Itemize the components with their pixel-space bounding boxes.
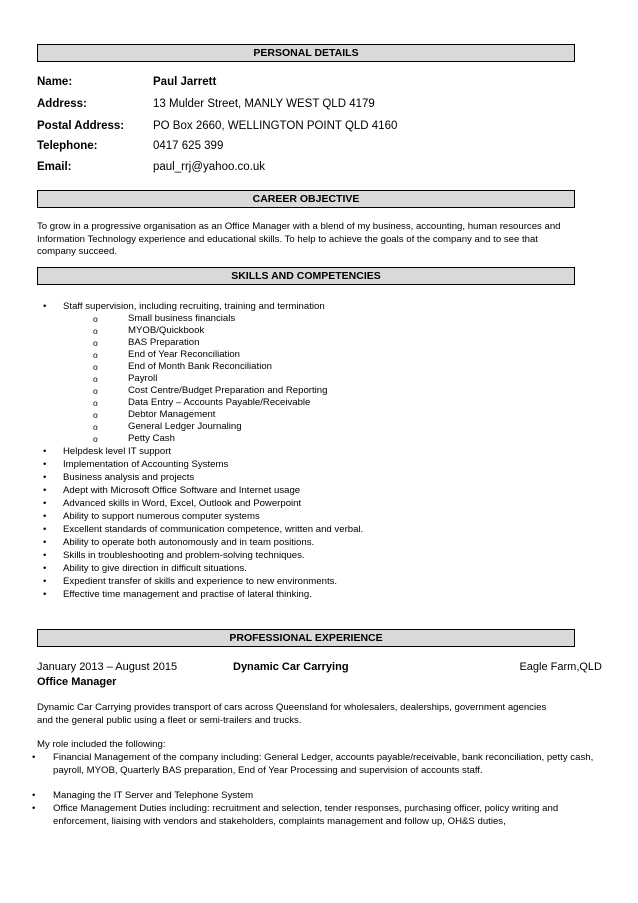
email-label: Email: (37, 161, 72, 173)
skill-sub-text: Small business financials (128, 313, 236, 324)
sub-bullet-icon: o (93, 338, 98, 348)
skill-sub-text: Debtor Management (128, 409, 216, 420)
skill-sub-text: Cost Centre/Budget Preparation and Reporting (128, 385, 328, 396)
email-value: paul_rrj@yahoo.co.uk (153, 161, 266, 173)
bullet-icon: • (43, 576, 47, 587)
bullet-icon: • (32, 790, 36, 801)
duty-text: Managing the IT Server and Telephone System (53, 790, 254, 801)
skill-sub-item (37, 385, 597, 397)
skill-item (37, 562, 597, 575)
section-header-skills: SKILLS AND COMPETENCIES (37, 267, 575, 285)
skill-item (37, 300, 597, 313)
sub-bullet-icon: o (93, 326, 98, 336)
bullet-icon: • (43, 446, 47, 457)
skill-text: Ability to operate both autonomously and in team positions. (63, 537, 315, 548)
bullet-icon: • (43, 511, 47, 522)
sub-bullet-icon: o (93, 350, 98, 360)
skill-text: Staff supervision, including recruiting, training and termination (63, 301, 325, 312)
job-location: Eagle Farm,QLD (519, 661, 602, 673)
skill-text: Ability to give direction in difficult situations. (63, 563, 247, 574)
skill-sub-item (37, 373, 597, 385)
telephone-value: 0417 625 399 (153, 140, 224, 152)
skill-text: Skills in troubleshooting and problem-solving techniques. (63, 550, 305, 561)
skill-sub-item (37, 397, 597, 409)
bullet-icon: • (43, 301, 47, 312)
bullet-icon: • (43, 589, 47, 600)
skill-sub-text: MYOB/Quickbook (128, 325, 205, 336)
bullet-icon: • (43, 472, 47, 483)
skill-text: Expedient transfer of skills and experience to new environments. (63, 576, 338, 587)
sub-bullet-icon: o (93, 434, 98, 444)
bullet-icon: • (43, 485, 47, 496)
skill-item (37, 523, 597, 536)
telephone-label: Telephone: (37, 140, 98, 152)
skill-sub-text: General Ledger Journaling (128, 421, 242, 432)
bullet-icon: • (43, 498, 47, 509)
skill-item (37, 484, 597, 497)
skill-text: Effective time management and practise of lateral thinking. (63, 589, 312, 600)
skill-text: Ability to support numerous computer systems (63, 511, 260, 522)
skill-text: Excellent standards of communication competence, written and verbal. (63, 524, 364, 535)
duty-item (32, 790, 602, 803)
skill-text: Implementation of Accounting Systems (63, 459, 229, 470)
skill-sub-item (37, 433, 597, 445)
skill-sub-item (37, 325, 597, 337)
bullet-icon: • (43, 459, 47, 470)
bullet-icon: • (32, 752, 36, 763)
career-objective-text: To grow in a progressive organisation as an Office Manager with a blend of my business, accounting, human resources and Information Technology experience and educational skills. To help to achieve the goals of the company and to see that company succeed. (37, 221, 561, 257)
skill-sub-text: Data Entry – Accounts Payable/Receivable (128, 397, 311, 408)
sub-bullet-icon: o (93, 314, 98, 324)
skill-item (37, 458, 597, 471)
bullet-icon: • (43, 563, 47, 574)
skill-sub-item (37, 313, 597, 325)
sub-bullet-icon: o (93, 362, 98, 372)
job-dates: January 2013 – August 2015 (37, 661, 178, 673)
duty-text: Financial Management of the company including: General Ledger, accounts payable/receivable, bank reconciliation, petty cash, payroll, MYOB, Quarterly BAS preparation, End of Year Processing and supervision of accounts staff. (53, 752, 594, 776)
section-header-personal-details: PERSONAL DETAILS (37, 44, 575, 62)
section-header-professional-experience: PROFESSIONAL EXPERIENCE (37, 629, 575, 647)
skill-sub-text: Payroll (128, 373, 158, 384)
sub-bullet-icon: o (93, 422, 98, 432)
sub-bullet-icon: o (93, 398, 98, 408)
skill-text: Adept with Microsoft Office Software and Internet usage (63, 485, 301, 496)
skill-sub-item (37, 409, 597, 421)
skill-sub-text: Petty Cash (128, 433, 175, 444)
job-company: Dynamic Car Carrying (233, 661, 349, 673)
skill-item (37, 588, 597, 601)
name-label: Name: (37, 76, 73, 88)
sub-bullet-icon: o (93, 374, 98, 384)
skill-sub-item (37, 349, 597, 361)
skill-item (37, 510, 597, 523)
duty-text: Office Management Duties including: recruitment and selection, tender responses, purchasing officer, policy writing and enforcement, liaising with vendors and stakeholders, complaints management and follow up, OH&S duties, (53, 803, 559, 827)
sub-bullet-icon: o (93, 386, 98, 396)
job-title: Office Manager (37, 676, 117, 688)
postal-address-value: PO Box 2660, WELLINGTON POINT QLD 4160 (153, 120, 398, 132)
skill-item (37, 536, 597, 549)
section-header-career-objective: CAREER OBJECTIVE (37, 190, 575, 208)
skill-item (37, 497, 597, 510)
skill-sub-item (37, 361, 597, 373)
skills-sub-list (37, 313, 597, 445)
duty-item (32, 803, 602, 828)
skill-sub-item (37, 421, 597, 433)
role-intro: My role included the following: (37, 739, 166, 750)
skills-list (37, 300, 597, 601)
name-value: Paul Jarrett (153, 76, 217, 88)
skill-text: Business analysis and projects (63, 472, 195, 483)
skill-sub-text: BAS Preparation (128, 337, 200, 348)
skill-sub-text: End of Year Reconciliation (128, 349, 241, 360)
job-header (37, 660, 602, 674)
address-label: Address: (37, 98, 87, 110)
skill-item (37, 549, 597, 562)
address-value: 13 Mulder Street, MANLY WEST QLD 4179 (153, 98, 375, 110)
job-description: Dynamic Car Carrying provides transport of cars across Queensland for wholesalers, dealerships, government agencies and the general public using a fleet or semi-trailers and trucks. (37, 702, 547, 726)
skill-sub-item (37, 337, 597, 349)
bullet-icon: • (43, 550, 47, 561)
bullet-icon: • (43, 524, 47, 535)
skill-sub-text: End of Month Bank Reconciliation (128, 361, 272, 372)
sub-bullet-icon: o (93, 410, 98, 420)
skill-text: Helpdesk level IT support (63, 446, 172, 457)
skill-text: Advanced skills in Word, Excel, Outlook and Powerpoint (63, 498, 302, 509)
bullet-icon: • (43, 537, 47, 548)
duty-item (32, 752, 602, 777)
skill-item (37, 471, 597, 484)
bullet-icon: • (32, 803, 36, 814)
skill-item (37, 445, 597, 458)
skills-main-list (37, 445, 597, 601)
postal-address-label: Postal Address: (37, 120, 125, 132)
skill-item (37, 575, 597, 588)
